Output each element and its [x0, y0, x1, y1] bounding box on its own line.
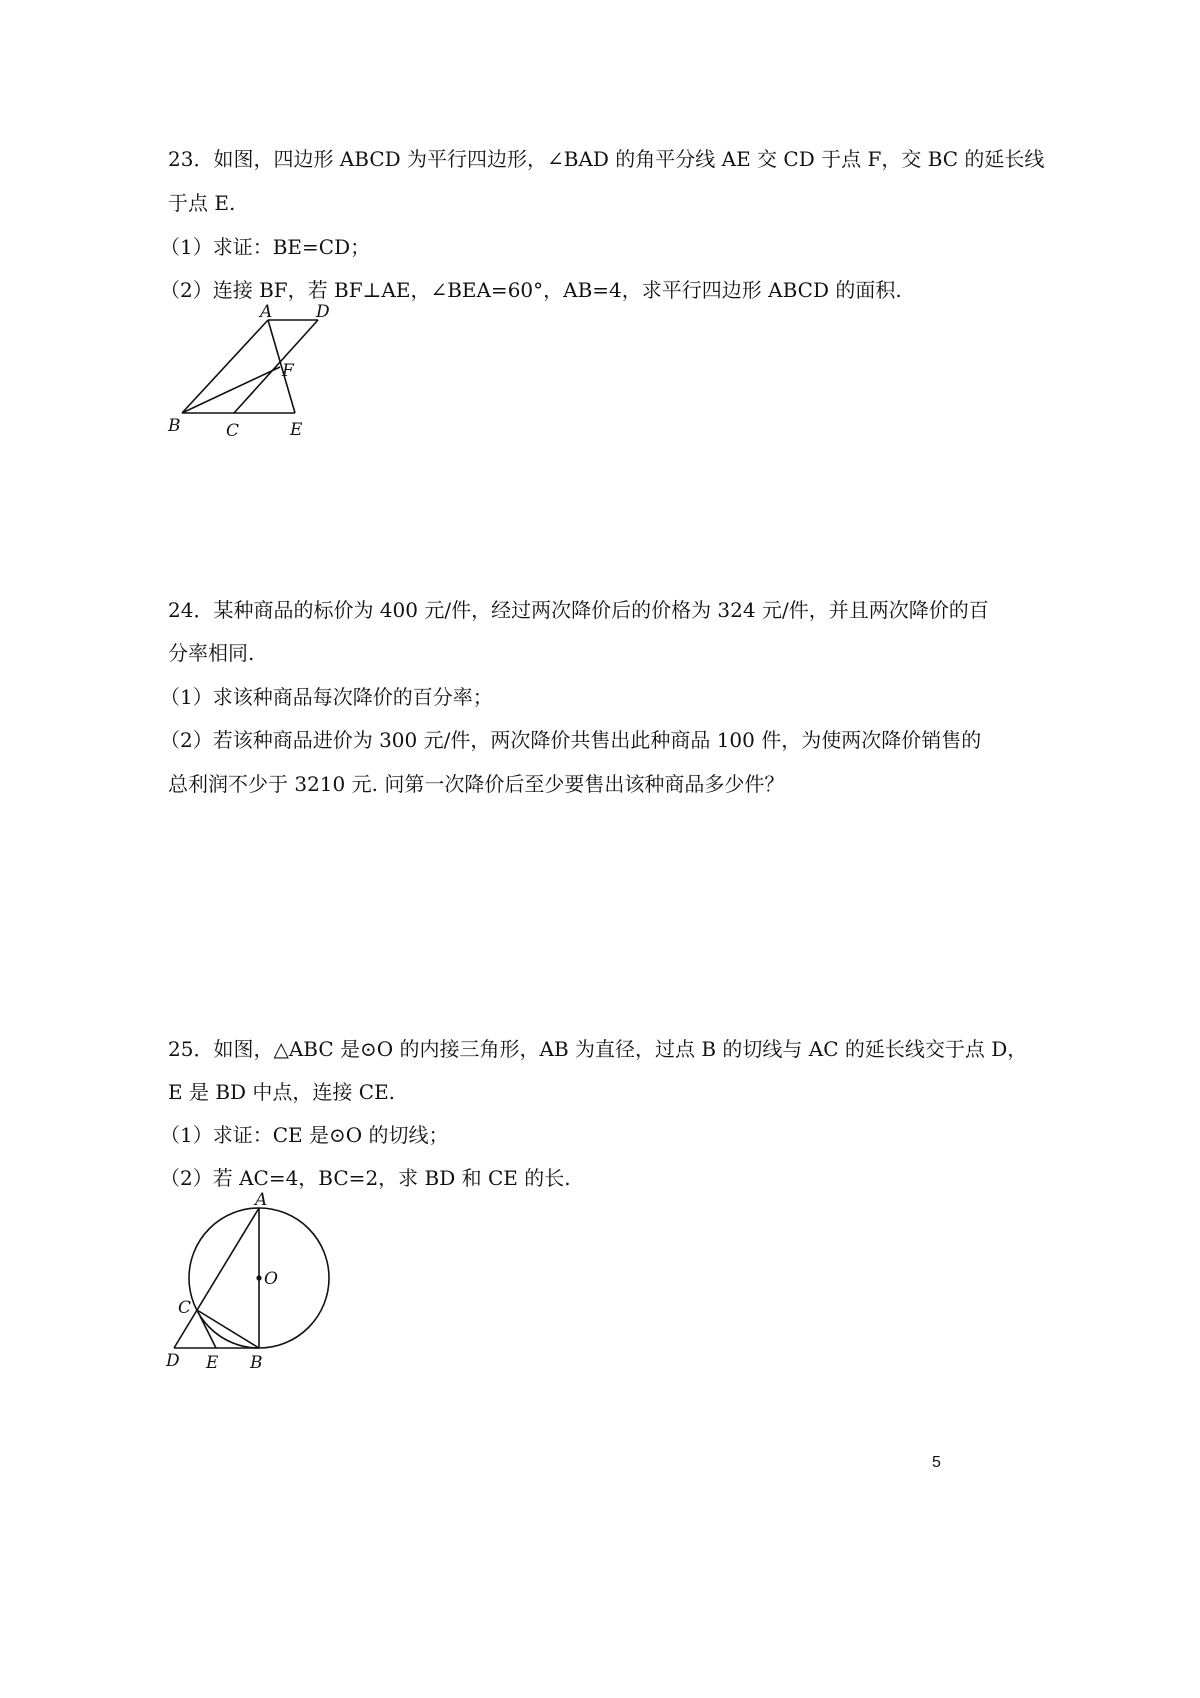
parallelogram-figure — [160, 300, 360, 445]
label-e: E — [206, 1353, 219, 1373]
label-c: C — [226, 421, 240, 441]
label-o: O — [264, 1269, 278, 1289]
q23-part1: （1）求证：BE=CD； — [160, 235, 371, 259]
segment-ab — [182, 320, 268, 413]
label-a: A — [255, 1190, 268, 1210]
label-b: B — [168, 416, 181, 436]
q23-line2: 于点 E. — [168, 191, 236, 215]
label-a: A — [260, 302, 273, 322]
label-b: B — [250, 1353, 263, 1373]
q25-line1: 25．如图，△ABC 是⊙O 的内接三角形，AB 为直径，过点 B 的切线与 AC 的延长线交于点 D， — [168, 1037, 1028, 1061]
q24-line2: 分率相同. — [168, 641, 255, 665]
label-f: F — [282, 361, 294, 381]
center-dot — [256, 1275, 261, 1280]
q25-part2: （2）若 AC=4，BC=2，求 BD 和 CE 的长. — [160, 1166, 571, 1190]
q25-part1: （1）求证：CE 是⊙O 的切线； — [160, 1123, 449, 1147]
label-c: C — [178, 1298, 192, 1318]
label-e: E — [290, 420, 303, 440]
q23-part2: （2）连接 BF，若 BF⊥AE，∠BEA=60°，AB=4，求平行四边形 ABCD 的面积. — [160, 278, 902, 302]
page-number: 5 — [932, 1454, 941, 1471]
label-d: D — [316, 302, 330, 322]
q24-part2-line1: （2）若该种商品进价为 300 元/件，两次降价共售出此种商品 100 件，为使两次降价销售的 — [160, 728, 982, 752]
q24-line1: 24．某种商品的标价为 400 元/件，经过两次降价后的价格为 324 元/件，并且两次降价的百 — [168, 598, 989, 622]
segment-ad — [174, 1208, 259, 1348]
q24-part2-line2: 总利润不少于 3210 元. 问第一次降价后至少要售出该种商品多少件？ — [168, 772, 785, 796]
q25-line2: E 是 BD 中点，连接 CE. — [168, 1080, 396, 1104]
segment-bf — [182, 367, 280, 413]
segment-dc — [234, 320, 318, 413]
label-d: D — [166, 1351, 180, 1371]
q24-part1: （1）求该种商品每次降价的百分率； — [160, 685, 493, 709]
circle-figure — [160, 1185, 345, 1375]
q23-line1: 23．如图，四边形 ABCD 为平行四边形，∠BAD 的角平分线 AE 交 CD 于点 F，交 BC 的延长线 — [168, 147, 1045, 171]
